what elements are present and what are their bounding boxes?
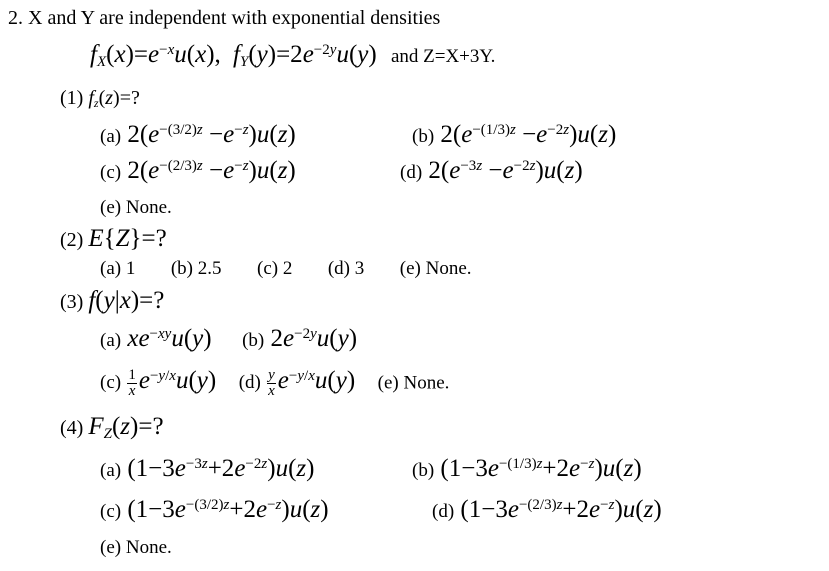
q1-option-c: (c) $2(e^{-(2/3)z} -e^{-z})u(z)$ [100,157,296,184]
q3-option-e: (e) None. [377,372,450,394]
question-2-prompt: (2) E{Z}=? [60,225,167,252]
q1-option-d: (d) $2(e^{-3z} -e^{-2z})u(z)$ [400,157,583,184]
q3-options-ab [100,326,357,351]
q1-option-b: (b) $2(e^{-(1/3)z} -e^{-2z})u(z)$ [412,121,617,148]
question-4-prompt: (4) $F_Z(z)=$? [60,413,164,442]
density-definitions: $f_X(x)=e^{-x}u(x)$, $f_Y(y)=2e^{-2y}u(y)$ and Z=X+3Y. [90,41,496,70]
q3-option-b: (b) $2e^{-2y}u(y)$ [242,325,358,352]
problem-intro: 2. X and Y are independent with exponential densities [8,7,441,29]
q3-option-a: (a) $xe^{-xy}u(y)$ [100,325,212,352]
q3-option-d: (d) $\frac{y}{x}$ $e^{-y/x}u(y)$ [238,367,356,399]
q1-option-a: (a) $2(e^{-(3/2)z} -e^{-z})u(z)$ [100,121,296,148]
q4-option-c: (c) $(1-3e^{-(3/2)z}+2e^{-z})u(z)$ [100,496,329,523]
q3-option-c: (c) $\frac{1}{x}$ $e^{-y/x}u(y)$ [100,367,217,399]
question-1-prompt: (1) $f_z(z)=$? [60,87,140,110]
question-3-prompt: (3) f(y|x)=? [60,287,165,314]
densities-and-text: and Z=X+3Y. [390,46,496,67]
q2-option-b: (b) 2.5 [170,258,222,279]
q2-options [100,259,472,278]
q4-option-b: (b) $(1-3e^{-(1/3)z}+2e^{-z})u(z)$ [412,455,642,482]
q2-option-e: (e) None. [399,258,472,279]
q4-option-d: (d) $(1-3e^{-(2/3)z}+2e^{-z})u(z)$ [432,496,662,523]
q3-options-cde [100,368,449,399]
q4-option-a: (a) $(1-3e^{-3z}+2e^{-2z})u(z)$ [100,455,315,482]
q1-option-e: (e) None. [100,197,172,218]
q2-option-a: (a) 1 [100,258,136,279]
q2-option-d: (d) 3 [327,258,365,279]
q4-option-e: (e) None. [100,537,172,558]
q2-option-c: (c) 2 [257,258,293,279]
